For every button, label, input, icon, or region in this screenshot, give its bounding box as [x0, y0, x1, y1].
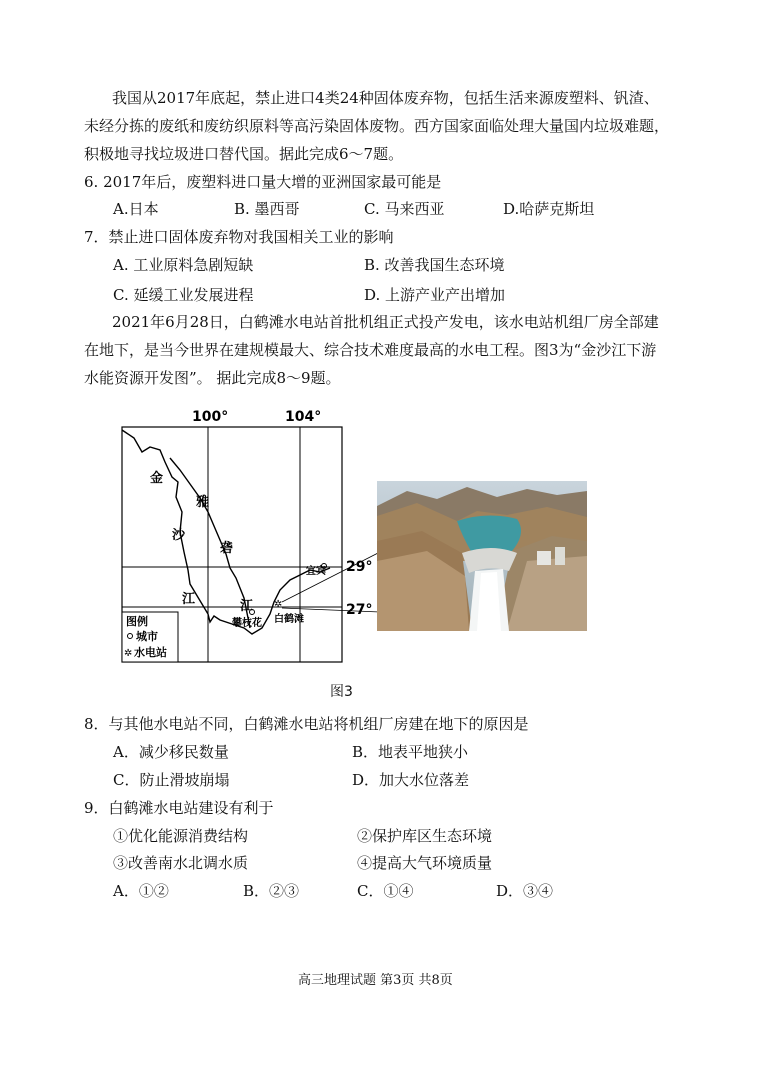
q9-stem: 9．白鹤滩水电站建设有利于	[84, 799, 274, 817]
intro2-line2: 在地下，是当今世界在建规模最大、综合技术难度最高的水电工程。图3为“金沙江下游	[84, 341, 657, 359]
map-lon-100: 100°	[192, 409, 229, 425]
intro2-line3: 水能资源开发图”。 据此完成8～9题。	[84, 369, 341, 387]
q8-option-b: B．地表平地狭小	[352, 743, 469, 761]
map-lat-27: 27°	[346, 602, 373, 618]
station-baihetan-icon: ✲	[274, 599, 283, 610]
map-lat-29: 29°	[346, 559, 373, 575]
q8-option-a: A．减少移民数量	[113, 743, 229, 761]
q7-option-c: C. 延缓工业发展进程	[113, 286, 254, 304]
q6-option-b: B. 墨西哥	[234, 200, 300, 218]
q7-option-a: A. 工业原料急剧短缺	[113, 256, 254, 274]
city-yibin-label: 宜宾	[306, 566, 326, 577]
jinsha-river-line	[122, 430, 330, 634]
q6-option-d: D.哈萨克斯坦	[503, 200, 595, 218]
legend-station-icon: ✲	[124, 648, 133, 659]
q9-statement-1: ①优化能源消费结构	[113, 827, 249, 845]
intro1-line1: 我国从2017年底起，禁止进口4类24种固体废弃物，包括生活来源废塑料、钒渣、	[112, 89, 659, 107]
q9-option-b: B．②③	[243, 882, 300, 900]
q8-option-d: D．加大水位落差	[352, 771, 470, 789]
q9-statement-2: ②保护库区生态环境	[357, 827, 493, 845]
river-label-jiang2: 江	[240, 599, 254, 614]
q6-option-c: C. 马来西亚	[364, 200, 445, 218]
page-footer: 高三地理试题 第3页 共8页	[298, 973, 453, 988]
figure-caption: 图3	[330, 684, 353, 700]
q9-statement-4: ④提高大气环境质量	[357, 854, 493, 872]
legend-station-label: 水电站	[134, 646, 167, 659]
intro1-line2: 未经分拣的废纸和废纺织原料等高污染固体废物。西方国家面临处理大量国内垃圾难题，	[84, 117, 670, 135]
q7-option-b: B. 改善我国生态环境	[364, 256, 505, 274]
river-label-jin: 金	[150, 471, 164, 486]
station-baihetan-label: 白鹤滩	[274, 614, 304, 625]
jinsha-river-map	[110, 402, 390, 667]
river-label-sha: 沙	[172, 528, 186, 543]
intro1-line3: 积极地寻找垃圾进口替代国。据此完成6～7题。	[84, 145, 404, 163]
q9-option-c: C．①④	[357, 882, 414, 900]
legend-city-label: 城市	[136, 630, 158, 643]
q6-stem: 6. 2017年后，废塑料进口量大增的亚洲国家最可能是	[84, 173, 442, 191]
q9-option-a: A．①②	[113, 882, 169, 900]
q9-option-d: D．③④	[496, 882, 554, 900]
map-lon-104: 104°	[285, 409, 322, 425]
q8-option-c: C．防止滑坡崩塌	[113, 771, 230, 789]
river-label-ya: 雅	[196, 495, 210, 510]
river-label-jiang1: 江	[182, 592, 196, 607]
baihetan-dam-photo	[377, 481, 587, 631]
city-panzhihua-label: 攀枝花	[232, 618, 262, 629]
legend-title: 图例	[126, 615, 148, 628]
q9-statement-3: ③改善南水北调水质	[113, 854, 249, 872]
river-label-long: 砻	[220, 541, 234, 556]
q6-option-a: A.日本	[113, 200, 159, 218]
q7-option-d: D. 上游产业产出增加	[364, 286, 506, 304]
q7-stem: 7．禁止进口固体废弃物对我国相关工业的影响	[84, 228, 394, 246]
intro2-line1: 2021年6月28日，白鹤滩水电站首批机组正式投产发电，该水电站机组厂房全部建	[112, 313, 659, 331]
q8-stem: 8．与其他水电站不同，白鹤滩水电站将机组厂房建在地下的原因是	[84, 715, 529, 733]
